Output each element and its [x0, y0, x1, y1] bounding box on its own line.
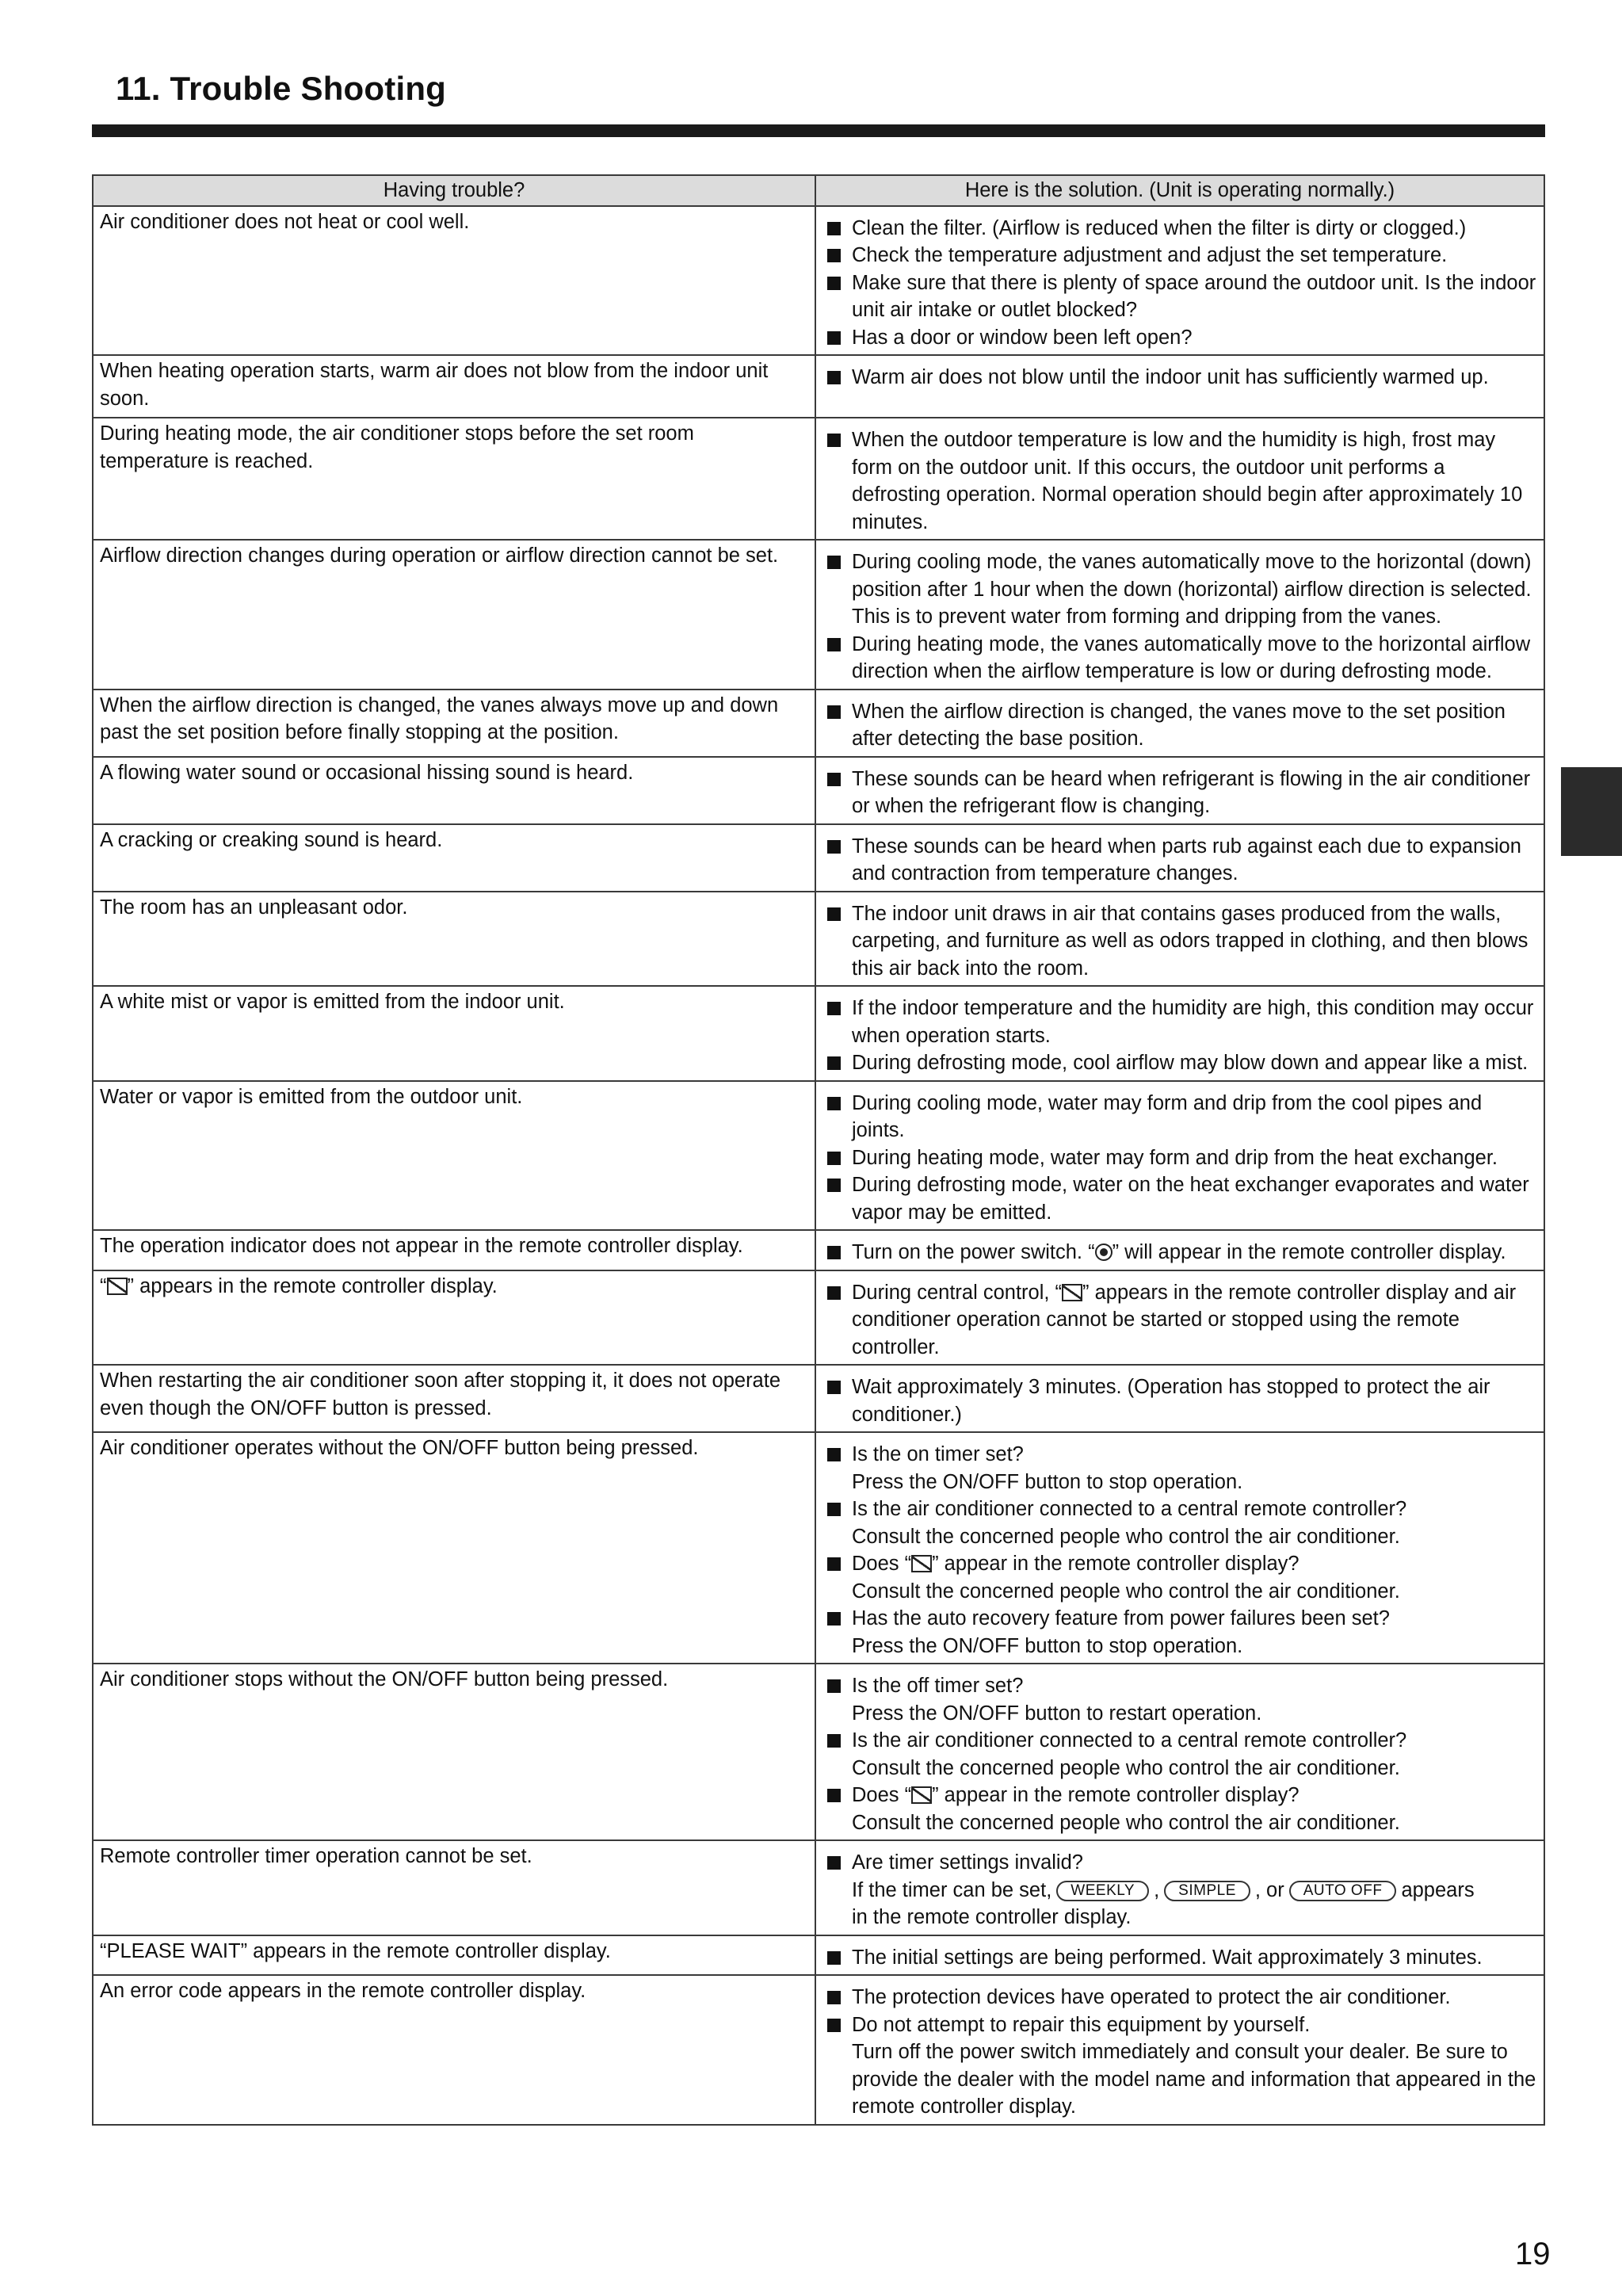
problem-cell: “ ” appears in the remote controller display.: [93, 1270, 815, 1366]
solution-cell: [815, 1230, 1544, 1270]
table-row: [93, 892, 1544, 987]
bullet-square-icon: [827, 1097, 841, 1110]
bullet-square-icon: [827, 1152, 841, 1165]
auto-off-key-label: AUTO OFF: [1289, 1881, 1397, 1901]
solution-item: The initial settings are being performed. Wait approximately 3 minutes.: [822, 1944, 1539, 1972]
solution-cell: [815, 1432, 1544, 1664]
solution-cell: [815, 206, 1544, 356]
solution-cell: [815, 540, 1544, 690]
problem-cell: The room has an unpleasant odor.: [93, 892, 815, 987]
solution-item: During cooling mode, water may form and drip from the cool pipes and joints.: [822, 1090, 1539, 1144]
problem-cell: An error code appears in the remote controller display.: [93, 1975, 815, 2125]
bullet-square-icon: [827, 1503, 841, 1516]
solution-item: Is the air conditioner connected to a central remote controller? Consult the concerned people who control the air conditioner.: [822, 1727, 1539, 1782]
problem-cell: When restarting the air conditioner soon after stopping it, it does not operate even though the ON/OFF button is pressed.: [93, 1365, 815, 1432]
solution-item: Does “ ” appear in the remote controller display? Consult the concerned people who control the air conditioner.: [822, 1550, 1539, 1605]
bullet-square-icon: [827, 1856, 841, 1870]
operation-indicator-icon: [1095, 1244, 1113, 1261]
bullet-square-icon: [827, 638, 841, 651]
solution-item: During central control, “ ” appears in the remote controller display and air conditioner operation cannot be started or stopped using the remote controller.: [822, 1279, 1539, 1362]
simple-key-label: SIMPLE: [1164, 1881, 1250, 1901]
table-row: [93, 757, 1544, 824]
page-number: 19: [1515, 2237, 1551, 2271]
table-row: [93, 1432, 1544, 1664]
problem-cell: “PLEASE WAIT” appears in the remote controller display.: [93, 1935, 815, 1976]
bullet-square-icon: [827, 1179, 841, 1192]
problem-cell: Air conditioner stops without the ON/OFF button being pressed.: [93, 1664, 815, 1840]
solution-item: During defrosting mode, cool airflow may blow down and appear like a mist.: [822, 1049, 1539, 1077]
bullet-square-icon: [827, 840, 841, 854]
solution-item: Does “ ” appear in the remote controller display? Consult the concerned people who control the air conditioner.: [822, 1782, 1539, 1836]
bullet-square-icon: [827, 277, 841, 290]
solution-item: These sounds can be heard when parts rub against each due to expansion and contraction from temperature changes.: [822, 833, 1539, 888]
solution-cell: [815, 824, 1544, 892]
table-row: [93, 1270, 1544, 1366]
solution-item: During heating mode, water may form and drip from the heat exchanger.: [822, 1144, 1539, 1172]
problem-cell: Air conditioner does not heat or cool well.: [93, 206, 815, 356]
central-control-icon: [911, 1786, 932, 1804]
page-title: 11. Trouble Shooting: [116, 70, 447, 107]
table-row: [93, 1975, 1544, 2125]
problem-cell: When heating operation starts, warm air does not blow from the indoor unit soon.: [93, 355, 815, 418]
table-row: [93, 1840, 1544, 1935]
solution-item: Is the on timer set? Press the ON/OFF button to stop operation.: [822, 1441, 1539, 1496]
table-row: [93, 418, 1544, 540]
table-row: [93, 1935, 1544, 1976]
solution-item: Are timer settings invalid? If the timer can be set, WEEKLY , SIMPLE , or AUTO OFF appears in the remote controller display.: [822, 1849, 1539, 1931]
solution-cell: [815, 1270, 1544, 1366]
solution-item: When the airflow direction is changed, the vanes move to the set position after detecting the base position.: [822, 698, 1539, 753]
solution-item: During cooling mode, the vanes automatically move to the horizontal (down) position after 1 hour when the down (horizontal) airflow direction is selected. This is to prevent water from forming and dripping from the vanes.: [822, 548, 1539, 631]
solution-item: Has a door or window been left open?: [822, 324, 1539, 352]
bullet-square-icon: [827, 331, 841, 345]
trouble-shooting-table: [92, 174, 1545, 2126]
bullet-square-icon: [827, 1734, 841, 1748]
bullet-square-icon: [827, 1951, 841, 1965]
solution-item: These sounds can be heard when refrigerant is flowing in the air conditioner or when the refrigerant flow is changing.: [822, 766, 1539, 820]
bullet-square-icon: [827, 1991, 841, 2004]
solution-item: Clean the filter. (Airflow is reduced when the filter is dirty or clogged.): [822, 215, 1539, 243]
bullet-square-icon: [827, 222, 841, 235]
solution-cell: [815, 355, 1544, 418]
problem-cell: During heating mode, the air conditioner stops before the set room temperature is reached.: [93, 418, 815, 540]
weekly-key-label: WEEKLY: [1056, 1881, 1149, 1901]
solution-item: Make sure that there is plenty of space around the outdoor unit. Is the indoor unit air intake or outlet blocked?: [822, 269, 1539, 324]
bullet-square-icon: [827, 1286, 841, 1300]
bullet-square-icon: [827, 1612, 841, 1626]
solution-item: Warm air does not blow until the indoor unit has sufficiently warmed up.: [822, 364, 1539, 392]
solution-item: Check the temperature adjustment and adjust the set temperature.: [822, 242, 1539, 269]
bullet-square-icon: [827, 1056, 841, 1070]
solution-cell: [815, 892, 1544, 987]
bullet-square-icon: [827, 1002, 841, 1015]
solution-cell: [815, 1081, 1544, 1231]
table-row: [93, 1230, 1544, 1270]
problem-cell: Water or vapor is emitted from the outdoor unit.: [93, 1081, 815, 1231]
table-header-row: [93, 175, 1544, 206]
solution-item: During heating mode, the vanes automatically move to the horizontal airflow direction when the airflow temperature is low or during defrosting mode.: [822, 631, 1539, 686]
solution-cell: [815, 1975, 1544, 2125]
table-row: [93, 540, 1544, 690]
solution-item: When the outdoor temperature is low and the humidity is high, frost may form on the outdoor unit. If this occurs, the outdoor unit performs a defrosting operation. Normal operation should begin after approximately 10 minutes.: [822, 426, 1539, 536]
solution-cell: [815, 986, 1544, 1081]
problem-cell: Airflow direction changes during operation or airflow direction cannot be set.: [93, 540, 815, 690]
bullet-square-icon: [827, 371, 841, 384]
bullet-square-icon: [827, 773, 841, 786]
title-rule: [92, 124, 1545, 137]
solution-cell: [815, 757, 1544, 824]
table-row: [93, 1365, 1544, 1432]
bullet-square-icon: [827, 1679, 841, 1693]
bullet-square-icon: [827, 556, 841, 569]
solution-cell: [815, 690, 1544, 757]
problem-cell: A white mist or vapor is emitted from the indoor unit.: [93, 986, 815, 1081]
bullet-square-icon: [827, 705, 841, 719]
table-row: [93, 1081, 1544, 1231]
solution-cell: [815, 418, 1544, 540]
solution-item: Is the air conditioner connected to a central remote controller? Consult the concerned people who control the air conditioner.: [822, 1496, 1539, 1550]
table-row: [93, 824, 1544, 892]
solution-item: Wait approximately 3 minutes. (Operation has stopped to protect the air conditioner.): [822, 1373, 1539, 1428]
problem-cell: When the airflow direction is changed, the vanes always move up and down past the set position before finally stopping at the position.: [93, 690, 815, 757]
table-row: [93, 206, 1544, 356]
section-tab-marker: [1561, 767, 1622, 856]
solution-cell: [815, 1664, 1544, 1840]
solution-item: During defrosting mode, water on the heat exchanger evaporates and water vapor may be emitted.: [822, 1171, 1539, 1226]
bullet-square-icon: [827, 907, 841, 921]
solution-item: The indoor unit draws in air that contains gases produced from the walls, carpeting, and furniture as well as odors trapped in clothing, and then blows this air back into the room.: [822, 900, 1539, 983]
solution-item: Has the auto recovery feature from power failures been set? Press the ON/OFF button to stop operation.: [822, 1605, 1539, 1660]
bullet-square-icon: [827, 1448, 841, 1461]
header-having-trouble: Having trouble?: [93, 175, 815, 206]
problem-cell: Air conditioner operates without the ON/OFF button being pressed.: [93, 1432, 815, 1664]
solution-cell: [815, 1365, 1544, 1432]
table-row: [93, 690, 1544, 757]
solution-item: Do not attempt to repair this equipment by yourself. Turn off the power switch immediately and consult your dealer. Be sure to provide the dealer with the model name and information that appeared in the remote controller display.: [822, 2011, 1539, 2121]
solution-item: If the indoor temperature and the humidity are high, this condition may occur when operation starts.: [822, 995, 1539, 1049]
header-solution: Here is the solution. (Unit is operating normally.): [815, 175, 1544, 206]
table-row: [93, 1664, 1544, 1840]
solution-item: The protection devices have operated to protect the air conditioner.: [822, 1984, 1539, 2011]
solution-item: Turn on the power switch. “ ” will appear in the remote controller display.: [822, 1239, 1539, 1266]
problem-cell: The operation indicator does not appear in the remote controller display.: [93, 1230, 815, 1270]
solution-item: Is the off timer set? Press the ON/OFF button to restart operation.: [822, 1672, 1539, 1727]
bullet-square-icon: [827, 2019, 841, 2032]
central-control-icon: [1062, 1284, 1082, 1301]
bullet-square-icon: [827, 434, 841, 447]
bullet-square-icon: [827, 249, 841, 262]
bullet-square-icon: [827, 1381, 841, 1394]
problem-cell: Remote controller timer operation cannot be set.: [93, 1840, 815, 1935]
bullet-square-icon: [827, 1789, 841, 1802]
table-row: [93, 986, 1544, 1081]
solution-cell: [815, 1935, 1544, 1976]
problem-cell: A cracking or creaking sound is heard.: [93, 824, 815, 892]
central-control-icon: [911, 1555, 932, 1572]
central-control-icon: [107, 1278, 128, 1295]
problem-cell: A flowing water sound or occasional hissing sound is heard.: [93, 757, 815, 824]
solution-cell: [815, 1840, 1544, 1935]
bullet-square-icon: [827, 1557, 841, 1571]
bullet-square-icon: [827, 1246, 841, 1259]
table-row: [93, 355, 1544, 418]
